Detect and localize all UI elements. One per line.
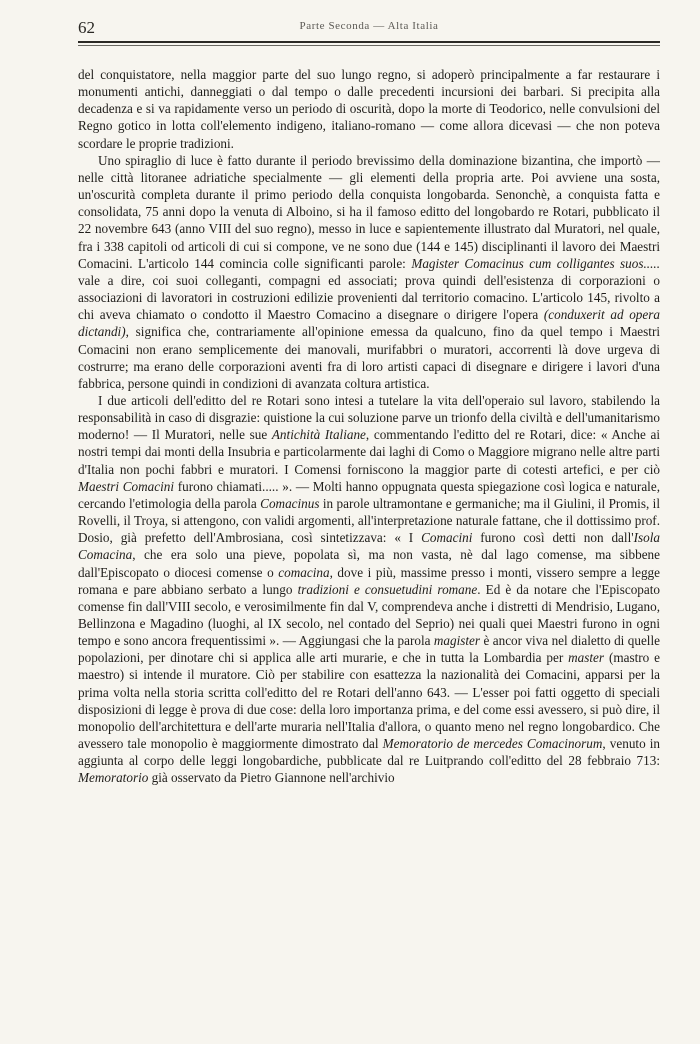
paragraph xyxy=(78,392,660,787)
paragraph xyxy=(78,66,660,152)
running-title: Parte Seconda — Alta Italia xyxy=(299,20,439,32)
italic-run: Isola Comacina xyxy=(78,530,660,563)
italic-run: (conduxerit ad opera dictandi) xyxy=(78,307,660,340)
page-number: 62 xyxy=(78,18,95,37)
italic-run: Memoratorio xyxy=(78,770,149,786)
text-run: vale a dire, coi suoi colleganti, compagni ed associati; prova quindi dell'esistenza di corporazioni o associazioni di lavoratori in costruzioni edilizie provenienti dal territorio comacino. L'articolo 145, rivolto a chi aveva chiamato o condotto il Maestro Comacino a disegnare o dirigere l'opera xyxy=(78,272,660,323)
text-run: furono così detti non dall' xyxy=(472,530,634,546)
italic-run: Magister Comacinus cum colligantes suos..... xyxy=(411,255,660,271)
text-run: . Ed è da notare che l'Episcopato comense fin dall'VIII secolo, e verosimilmente fin dal V, comprendeva anche i distretti di Mendrisio, Lugano, Bellinzona e Magadino (luoghi, al IX secolo, nel contado del Seprio) nei quali quei Maestri furono in ogni tempo e sono ancora frequentissimi ». — Aggiungasi che la parola xyxy=(78,581,661,649)
italic-run: magister xyxy=(433,633,481,649)
text-run: (mastro e maestro) si intende il muratore. Ciò per stabilire con esattezza la nazionalità dei Comacini, apparsi per la prima volta nella storia scritta coll'editto del re Rotari dell'anno 643. — L'esser poi fatti oggetto di speciali disposizioni di legge è prova di due cose: della loro importanza prima, e del come essi avessero, si può dire, il monopolio dell'architettura e dell'arte muraria nell'Italia d'allora, o quanto meno nel regno longobardico. Che avessero tale monopolio è maggiormente dimostrato dal xyxy=(78,650,660,752)
text-run: I due articoli dell'editto del re Rotari sono intesi a tutelare la vita dell'operaio sul lavoro, stabilendo la responsabilità in caso di disgrazie: quistione la cui soluzione parve un trionfo della civiltà e dell'umanitarismo moderno! — Il Muratori, nelle sue xyxy=(78,392,660,443)
italic-run: tradizioni e consuetudini romane xyxy=(297,581,478,597)
running-head xyxy=(78,18,660,38)
text-run: è ancor viva nel dialetto di quelle popolazioni, per dinotare chi si applica alle arti murarie, e che in tutta la Lombardia per xyxy=(78,633,660,666)
text-run: furono chiamati..... ». — Molti hanno oppugnata questa spiegazione così logica e naturale, cercando l'etimologia della parola xyxy=(78,478,660,511)
italic-run: Comacini xyxy=(421,530,473,546)
paragraph xyxy=(78,152,660,392)
text-run: , significa che, contrariamente all'opinione emessa da qualcuno, fino da quel tempo i Maestri Comacini non erano semplicemente dei manovali, murifabbri o muratori, accorrenti là dove urgeva di costrurre; ma erano delle corporazioni aventi fra di loro artisti capaci di disegnare e dirigere i lavori d'una fabbrica, persone quindi in condizioni di avanzata coltura artistica. xyxy=(78,324,660,391)
text-run: già osservato da Pietro Giannone nell'archivio xyxy=(148,770,395,786)
italic-run: Maestri Comacini xyxy=(78,478,175,494)
text-run: in parole ultramontane e germaniche; ma il Giulini, il Promis, il Rovelli, il Troya, si attengono, con validi argomenti, all'interpretazione naturale fattane, che il dottissimo prof. Dosio, già prefetto dell'Ambrosiana, così sintetizzava: « I xyxy=(78,495,660,546)
header-rule-thin xyxy=(78,45,660,46)
body-text xyxy=(78,66,660,787)
header-rule-thick xyxy=(78,41,660,43)
text-run: , dove i più, massime presso i monti, vissero sempre a legge romana e pare abbiano serbato a lungo xyxy=(78,564,660,597)
text-run: , commentando l'editto del re Rotari, dice: « Anche ai nostri tempi dai monti della Insubria e particolarmente dai laghi di Como o Maggiore migrano nelle altre parti d'Italia non pochi fabbri e muratori. I Comensi forniscono la maggior parte di cotesti artefici, e per ciò xyxy=(78,427,660,477)
text-run: , che era solo una pieve, popolata sì, ma non vasta, nè dal lago comense, ma sibbene dall'Episcopato o diocesi comense o xyxy=(78,547,660,580)
italic-run: master xyxy=(568,650,605,666)
italic-run: Comacinus xyxy=(260,495,320,511)
text-run: del conquistatore, nella maggior parte del suo lungo regno, si adoperò principalmente a far restaurare i monumenti antichi, danneggiati o dal tempo o dalle precedenti incursioni dei barbari. Si precipita alla decadenza e si va rapidamente verso un periodo di oscurità, dopo la morte di Teodorico, nelle convulsioni del Regno gotico in lotta coll'elemento indigeno, italiano-romano — come allora dicevasi — che non poteva scordare le proprie tradizioni. xyxy=(78,67,660,151)
text-run: Uno spiraglio di luce è fatto durante il periodo brevissimo della dominazione bizantina, che importò — nelle città litoranee adriatiche specialmente — gli elementi della propria arte. Poi avviene una sosta, un'oscurità completa durante il primo periodo della conquista longobarda. Senonchè, a conquista fatta e consolidata, 75 anni dopo la venuta di Alboino, si ha il famoso editto del longobardo re Rotari, pubblicato il 22 novembre 643 (anno VIII del suo regno), messo in luce e sapientemente illustrato dal Muratori, nel quale, fra i 338 capitoli od articoli di cui si compone, ve ne sono due (144 e 145) disciplinanti il lavoro dei Maestri Comacini. L'articolo 144 comincia colle significanti parole: xyxy=(78,152,660,271)
italic-run: comacina xyxy=(278,564,330,580)
italic-run: Antichità Italiane xyxy=(271,427,366,443)
italic-run: Memoratorio de mercedes Comacinorum xyxy=(382,736,603,752)
text-run: , venuto in aggiunta al corpo delle leggi longobardiche, pubblicate dal re Luitprando coll'editto del 28 febbraio 713: xyxy=(78,736,660,769)
